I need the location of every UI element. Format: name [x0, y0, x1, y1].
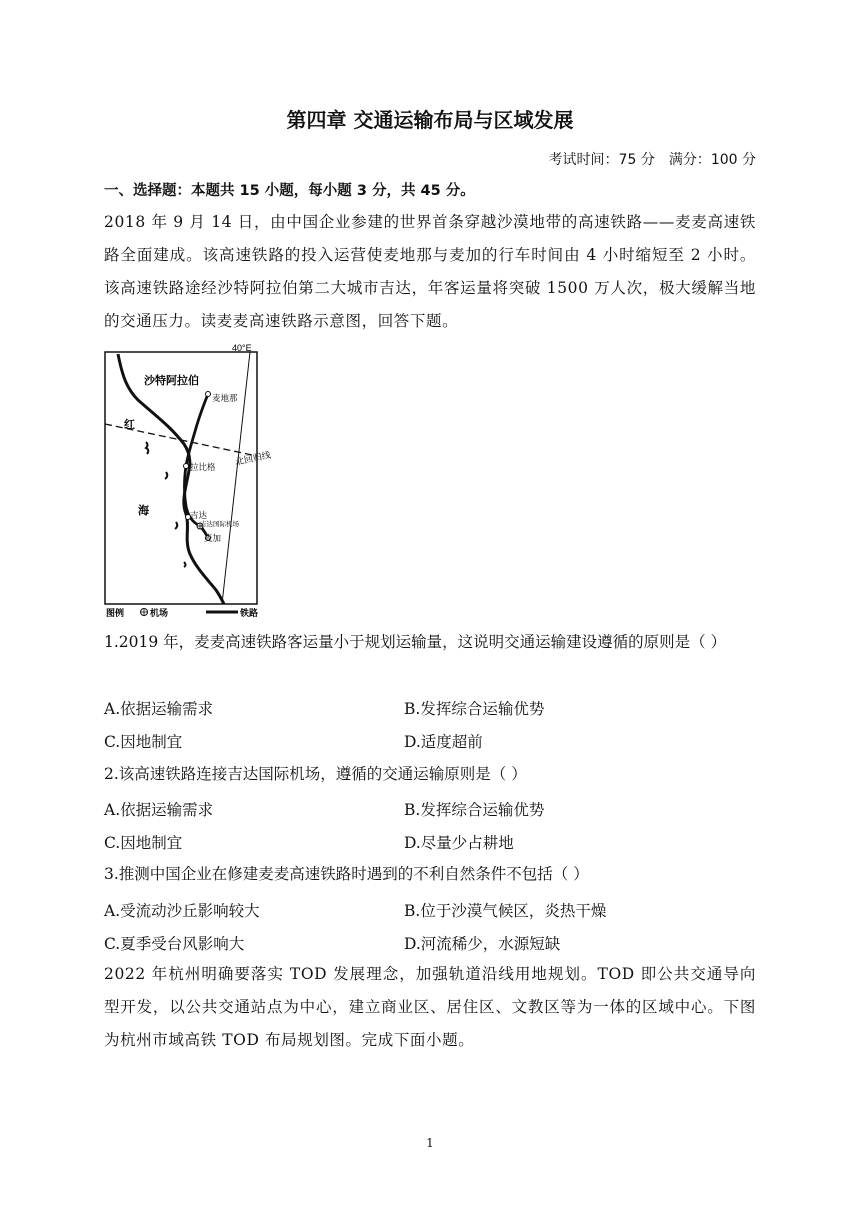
- city-dot-rabigh: [184, 464, 189, 469]
- map-frame: [105, 352, 257, 604]
- railway-map: [104, 344, 290, 619]
- option-a: A.受流动沙丘影响较大: [104, 902, 260, 920]
- island: [175, 522, 177, 529]
- exam-time: 考试时间：75 分: [548, 152, 655, 168]
- legend-airport: 机场: [150, 608, 169, 618]
- option-a: A.依据运输需求: [104, 801, 214, 819]
- option-d: D.尽量少占耕地: [404, 834, 514, 852]
- exam-info: [549, 149, 756, 169]
- section-heading: 一、选择题：本题共 15 小题，每小题 3 分，共 45 分。: [104, 183, 475, 199]
- passage-1: 2018 年 9 月 14 日，由中国企业参建的世界首条穿越沙漠地带的高速铁路——麦麦高速铁路全面建成。该高速铁路的投入运营使麦地那与麦加的行车时间由 4 小时缩短至 2 小时。该高速铁路途经沙特阿拉伯第二大城市吉达，年客运量将突破 1500 万人次，极大缓解当地的交通压力。读麦麦高速铁路示意图，回答下题。: [104, 213, 756, 330]
- legend-railway: 铁路: [240, 608, 259, 618]
- page-number: 1: [426, 1136, 434, 1150]
- island: [184, 562, 186, 567]
- city-label-rabigh: 拉比格: [190, 462, 216, 472]
- legend-title: 图例: [106, 608, 125, 618]
- option-c: C.因地制宜: [104, 834, 183, 852]
- option-d: D.河流稀少，水源短缺: [404, 935, 561, 953]
- airport-label: 吉达国际机场: [200, 521, 239, 528]
- tropic-label: 北回归线: [234, 449, 272, 467]
- question-3-stem: 3.推测中国企业在修建麦麦高速铁路时遇到的不利自然条件不包括（ ）: [104, 865, 589, 883]
- passage-2: 2022 年杭州明确要落实 TOD 发展理念，加强轨道沿线用地规划。TOD 即公共交通导向型开发，以公共交通站点为中心，建立商业区、居住区、文教区等为一体的区域中心。下图为杭州市域高铁 TOD 布局规划图。完成下面小题。: [104, 965, 756, 1049]
- option-a: A.依据运输需求: [104, 700, 214, 718]
- option-c: C.夏季受台风影响大: [104, 935, 245, 953]
- city-label-jeddah: 吉达: [190, 510, 208, 520]
- meridian-label: 40°E: [232, 344, 252, 353]
- option-c: C.因地制宜: [104, 733, 183, 751]
- country-label: 沙特阿拉伯: [144, 375, 199, 387]
- full-score: 满分：100 分: [668, 152, 756, 168]
- city-dot-medina: [206, 392, 211, 397]
- option-d: D.适度超前: [404, 733, 483, 751]
- meridian-line: [222, 352, 250, 604]
- page-title: 第四章 交通运输布局与区域发展: [286, 108, 574, 132]
- option-b: B.位于沙漠气候区，炎热干燥: [404, 902, 607, 920]
- island: [146, 442, 148, 454]
- question-1-stem: 1.2019 年，麦麦高速铁路客运量小于规划运输量，这说明交通运输建设遵循的原则是（ ）: [104, 633, 727, 651]
- option-b: B.发挥综合运输优势: [404, 700, 545, 718]
- island: [165, 472, 167, 479]
- sea-label-2: 海: [138, 505, 149, 517]
- option-b: B.发挥综合运输优势: [404, 801, 545, 819]
- city-label-medina: 麦地那: [212, 393, 238, 403]
- sea-label-1: 红: [124, 419, 135, 431]
- city-label-mecca: 麦加: [204, 533, 222, 543]
- question-2-stem: 2.该高速铁路连接吉达国际机场，遵循的交通运输原则是（ ）: [104, 765, 527, 783]
